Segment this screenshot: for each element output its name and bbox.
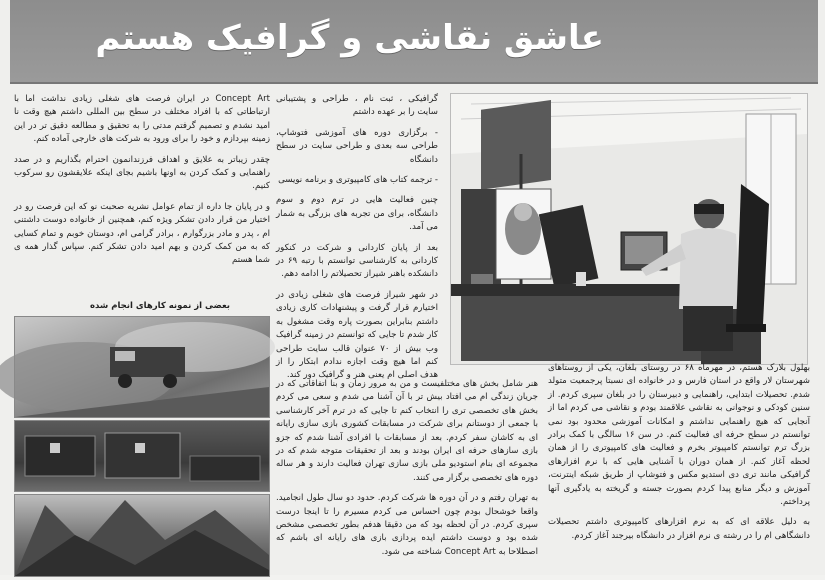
paragraph: در شهر شیراز فرصت های شغلی زیادی در اختیارم قرار گرفت و پیشنهادات کاری زیادی داشتم بنابراین بصورت پاره وقت مشغول به کار شدم تا جایی که توانستم در زمینه گرافیک وب بیش از ۷۰ عنوان قالب سایت طراحی کنم اما هیچ وقت اجازه ندادم ابتکار را از هدف اصلی ام یعنی هنر و گرافیک دور کند. (276, 289, 438, 381)
paragraph: - ترجمه کتاب های کامپیوتری و برنامه نویسی (278, 175, 438, 186)
artist-photo-illustration (451, 94, 807, 364)
column-middle-bottom (276, 378, 538, 575)
paragraph: و در پایان جا داره از تمام عوامل نشریه صحبت نو که این فرصت رو در اختیار من قرار دادن تشکر ویژه کنم، همچنین از خانواده دوست داشتنی ام ، پدر و مادر بزرگوارم ، برادر گرامی ام، دوستان خوبم و تمام کسایی که به من کمک کردن و بهم امید دادن تشکر کنم. سپاس گذار همه ی شما هستم (14, 201, 270, 266)
article-title: عاشق نقاشی و گرافیک هستم (95, 18, 604, 58)
paragraph: بعد از پایان کاردانی و شرکت در کنکور کاردانی به کارشناسی توانستم با رتبه ۶۹ در دانشکده باهنر شیراز تحصیلاتم را ادامه دهم. (276, 242, 438, 280)
artwork-sample-trucks (14, 420, 270, 492)
gallery-caption: بعضی از نمونه کارهای انجام شده (90, 301, 230, 311)
title-banner (10, 0, 818, 84)
artwork-vehicle-illustration (15, 317, 269, 417)
artwork-sample-vehicle-dust (14, 316, 270, 418)
column-right-bottom (548, 362, 810, 572)
artwork-trucks-illustration (15, 421, 269, 491)
paragraph: به دلیل علاقه ای که به نرم افزارهای کامپیوتری داشتم تحصیلات دانشگاهی ام را در رشته ی نرم افزار در دانشگاه بیرجند آغاز کردم. (548, 517, 810, 541)
paragraph: چقدر زیباتر به علایق و اهداف فرزندانمون احترام بگذاریم و در صدد راهنمایی و کمک کردن به اونها باشیم بجای اینکه علایقشون رو سرکوب کنیم. (14, 154, 270, 192)
column-middle-top (276, 93, 438, 381)
artist-photo (450, 93, 808, 365)
paragraph: Concept Art در ایران فرصت های شغلی زیادی نداشت اما با ارتباطاتی که با افراد مختلف در سطح بین المللی داشتم هیچ وقت نا امید نشدم و تصمیم گرفتم مدتی را به تحقیق و مطالعه دقیق تر در این زمینه بپردازم و خود را برای ورود به شرکت های خارجی آماده کنم. (14, 94, 270, 145)
paragraph: بهلول بلارک هستم، در مهرماه ۶۸ در روستای بلغان، یکی از روستاهای شهرستان لار واقع در استان فارس و در خانواده ای نسبتا پرجمعیت متولد شدم. تحصیلات ابتدایی، راهنمایی و دبیرستان را در بلغان سپری کردم. از سنین کودکی و نوجوانی به نقاشی علاقمند بودم و نقاشی می کردم اما از آنجایی که هیچ راهنمایی نداشتم و امکانات آموزشی محدود بود نمی توانستم در سطح حرفه ای فعالیت کنم. در سن ۱۶ سالگی با کمک برادر بزرگ ترم توانستم کامپیوتر بخرم و فعالیت های کامپیوتری را از همان لحظه آغاز کنم. از همان دوران با آشنایی هایی که با نرم افزارهای گرافیکی مانند تری دی استدیو مکس و فتوشاپ از طریق شبکه اینترنت، آموزش و دیگر منابع پیدا کردم بصورت جسته و گریخته به یادگیری آنها پرداختم. (548, 363, 810, 508)
paragraph: هنر شامل بخش های مختلفیست و من به مرور زمان و بنا اتفاقاتی که در جریان زندگی ام می افتاد بیش تر با آن آشنا می شدم و سعی می کردم بخش های تخصصی تری را انتخاب کنم تا جایی که در ترم آخر کارشناسی با جمعی از دوستانم برای شرکت در مسابقات کشوری بازی سازی رایانه ای به کاشان سفر کردم. بعد از مسابقات با افرادی آشنا شدم که جزو بازی سازهای حرفه ای ایران بودند و بعد از تحقیقات متوجه شدم که در مجموعه ای بنام استودیو ملی بازی سازی تهران فعالیت دارند و هر ساله دوره های تخصصی برگزار می کنند. (276, 379, 538, 483)
paragraph: - برگزاری دوره های آموزشی فتوشاپ، طراحی سه بعدی و طراحی سایت در سطح دانشگاه (276, 127, 438, 165)
column-left (14, 93, 270, 293)
artwork-landscape-illustration (15, 495, 269, 576)
paragraph: چنین فعالیت هایی در ترم دوم و سوم دانشگاه، برای من تجربه های بزرگی به شمار می آمد. (276, 195, 438, 233)
artwork-sample-landscape (14, 494, 270, 577)
paragraph: گرافیکی ، ثبت نام ، طراحی و پشتیبانی سایت را بر عهده داشتم (276, 94, 438, 118)
paragraph: به تهران رفتم و در آن دوره ها شرکت کردم. حدود دو سال طول انجامید. واقعا خوشحال بودم چون احساس می کردم مسیرم را تا اینجا درست سپری کردم. در آن لحظه بود که من دقیقا هدفم بطور تخصصی مشخص شده بود و دوست داشتم ایده پردازی بازی های رایانه ای باشم که اصطلاحا به Concept Art شناخته می شود. (276, 493, 538, 557)
